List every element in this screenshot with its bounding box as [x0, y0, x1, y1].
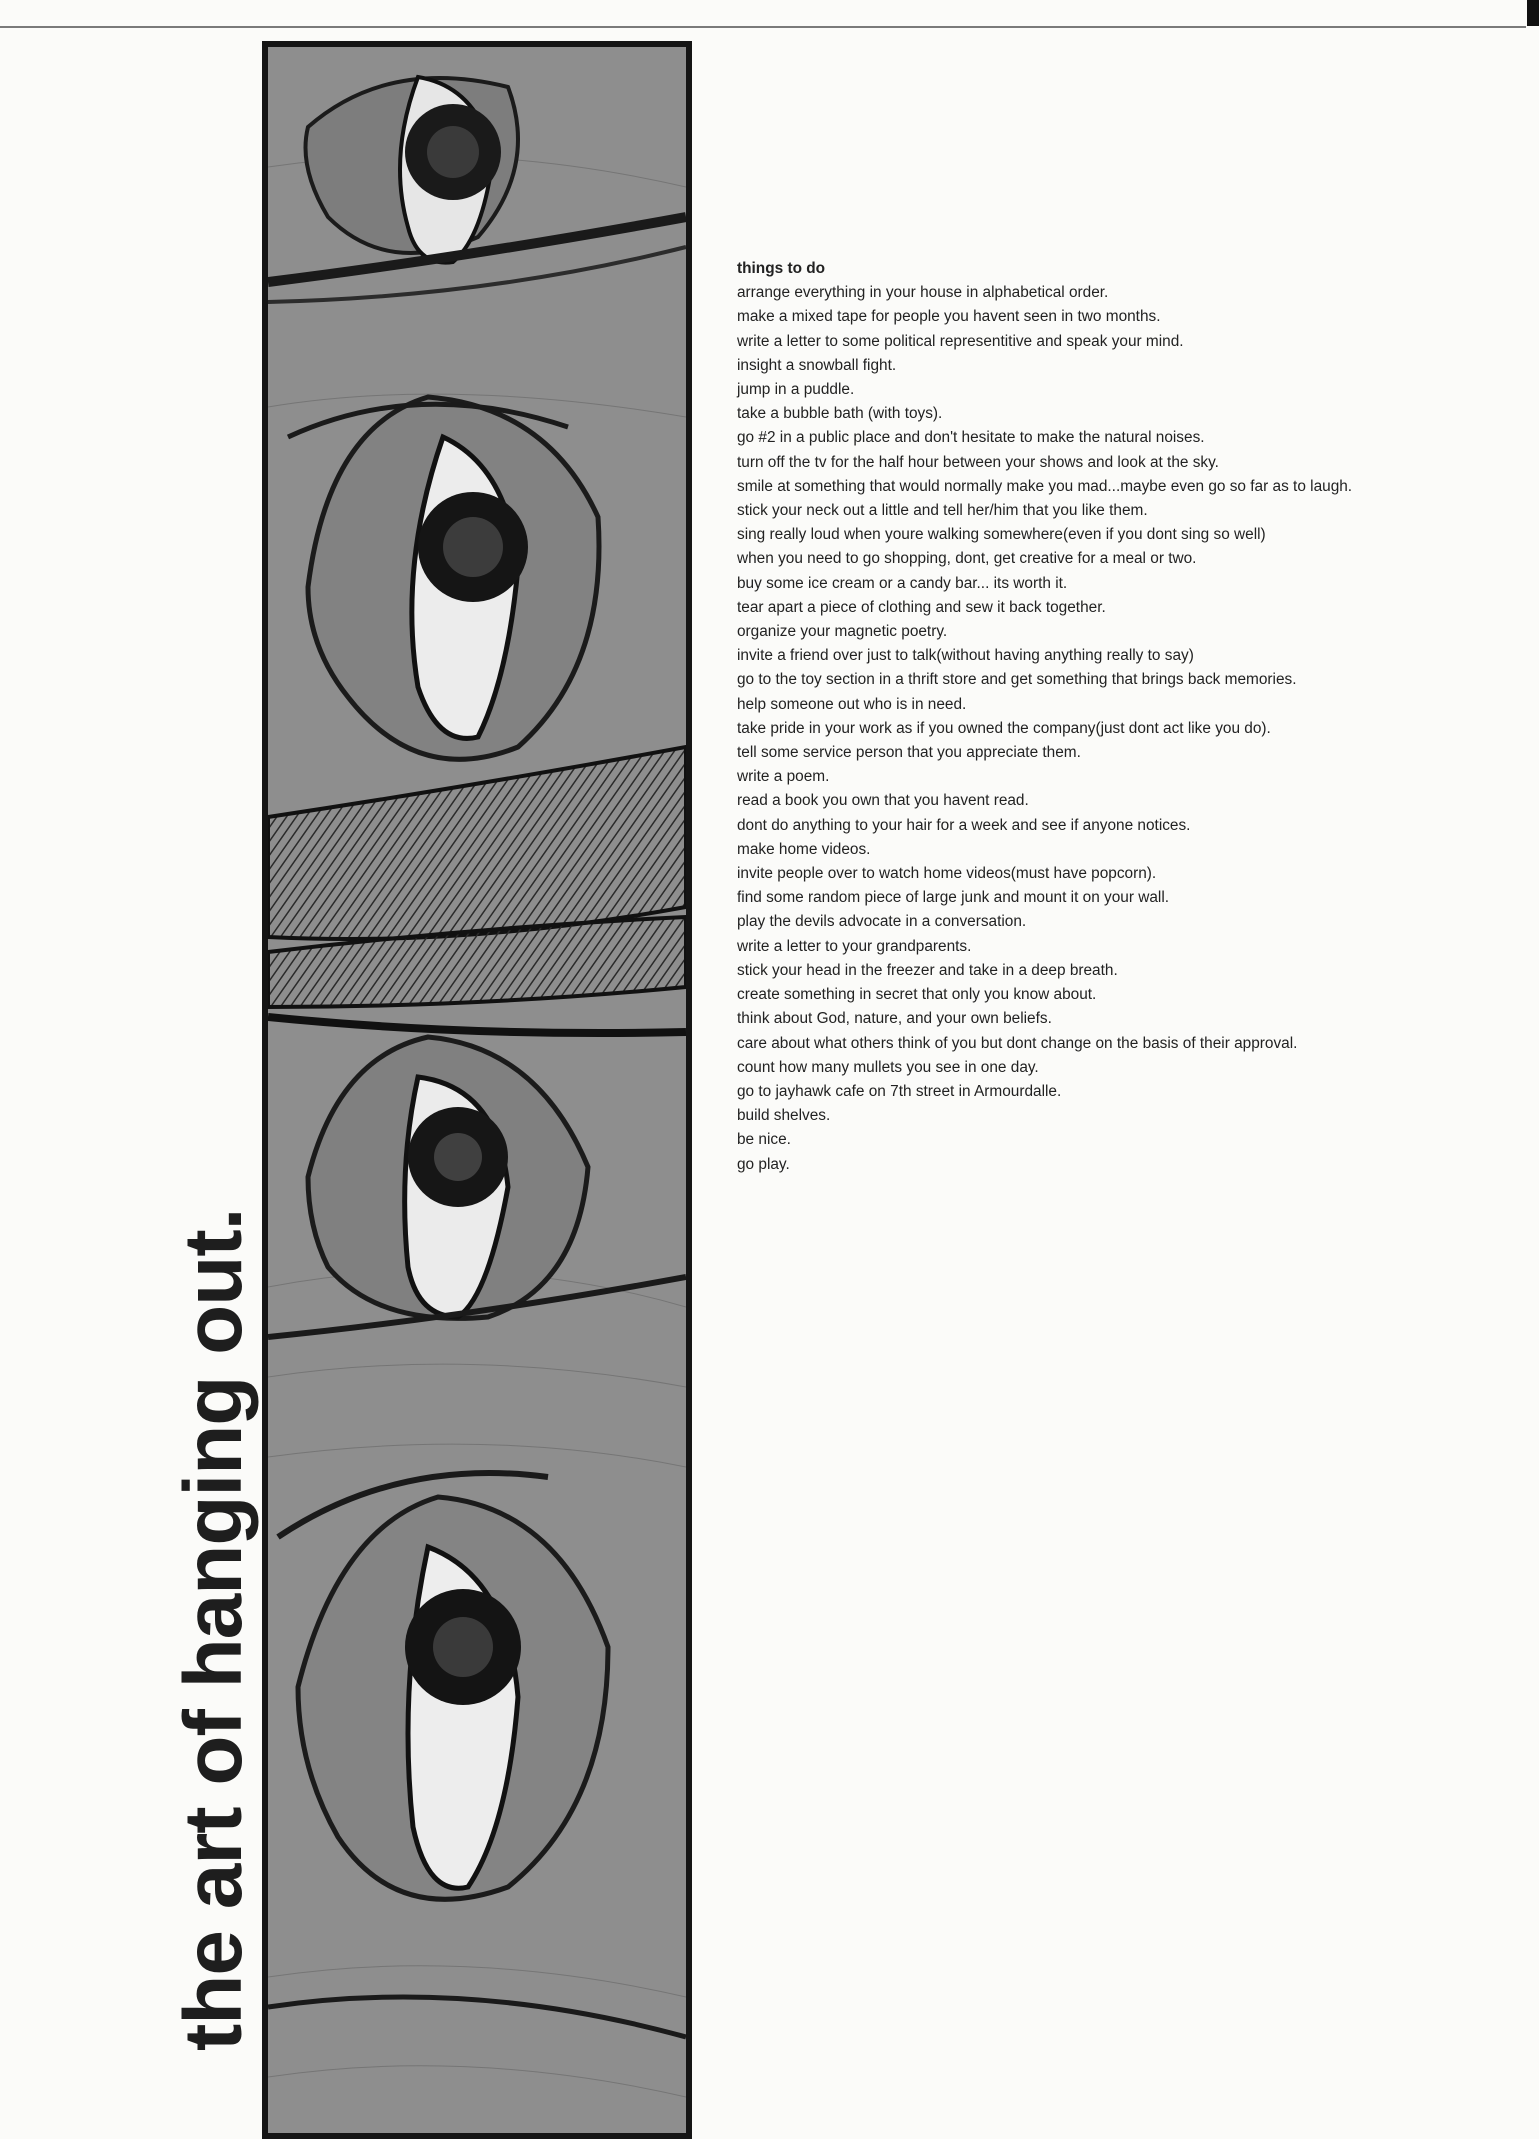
list-item: organize your magnetic poetry.: [737, 623, 948, 641]
list-item: read a book you own that you havent read.: [737, 792, 1029, 810]
list-item: think about God, nature, and your own beliefs.: [737, 1010, 1052, 1028]
list-item: turn off the tv for the half hour between your shows and look at the sky.: [737, 453, 1219, 471]
list-item: invite a friend over just to talk(without having anything really to say): [737, 647, 1194, 665]
corner-mark: [1527, 0, 1539, 26]
list-item: stick your neck out a little and tell her/him that you like them.: [737, 502, 1148, 520]
list-item: find some random piece of large junk and mount it on your wall.: [737, 889, 1170, 907]
list-item: go to the toy section in a thrift store and get something that brings back memories.: [737, 671, 1297, 689]
list-item: invite people over to watch home videos(must have popcorn).: [737, 865, 1157, 883]
list-item: jump in a puddle.: [737, 381, 855, 399]
list-item: dont do anything to your hair for a week and see if anyone notices.: [737, 816, 1191, 834]
list-item: write a poem.: [737, 768, 830, 786]
list-item: go to jayhawk cafe on 7th street in Armourdalle.: [737, 1082, 1062, 1100]
list-item: sing really loud when youre walking somewhere(even if you dont sing so well): [737, 526, 1266, 544]
list-item: take pride in your work as if you owned the company(just dont act like you do).: [737, 719, 1271, 737]
list-item: help someone out who is in need.: [737, 695, 967, 713]
list-item: buy some ice cream or a candy bar... its worth it.: [737, 574, 1068, 592]
list-item: insight a snowball fight.: [737, 356, 897, 374]
list-item: arrange everything in your house in alphabetical order.: [737, 284, 1109, 302]
list-item: create something in secret that only you know about.: [737, 986, 1097, 1004]
list-item: be nice.: [737, 1131, 791, 1149]
list-item: count how many mullets you see in one day.: [737, 1058, 1039, 1076]
eyes-artwork: [262, 41, 692, 2139]
list-item: care about what others think of you but dont change on the basis of their approval.: [737, 1034, 1298, 1052]
list-item: go #2 in a public place and don't hesitate to make the natural noises.: [737, 429, 1205, 447]
list-item: write a letter to some political representitive and speak your mind.: [737, 332, 1184, 350]
things-to-do-list: [737, 257, 1527, 1177]
list-item: build shelves.: [737, 1107, 831, 1125]
list-item: tear apart a piece of clothing and sew it back together.: [737, 598, 1106, 616]
list-heading: things to do: [737, 260, 826, 277]
top-rule: [0, 26, 1526, 28]
list-item: when you need to go shopping, dont, get creative for a meal or two.: [737, 550, 1197, 568]
list-item: go play.: [737, 1155, 790, 1173]
list-item: take a bubble bath (with toys).: [737, 405, 943, 423]
list-item: smile at something that would normally make you mad...maybe even go so far as to laugh.: [737, 477, 1353, 495]
list-item: tell some service person that you appreciate them.: [737, 744, 1081, 762]
list-item: play the devils advocate in a conversation.: [737, 913, 1027, 931]
list-item: stick your head in the freezer and take in a deep breath.: [737, 961, 1118, 979]
list-item: make a mixed tape for people you havent seen in two months.: [737, 308, 1161, 326]
list-item: make home videos.: [737, 840, 871, 858]
list-item: write a letter to your grandparents.: [737, 937, 972, 955]
page-title: the art of hanging out.: [168, 1208, 259, 2051]
